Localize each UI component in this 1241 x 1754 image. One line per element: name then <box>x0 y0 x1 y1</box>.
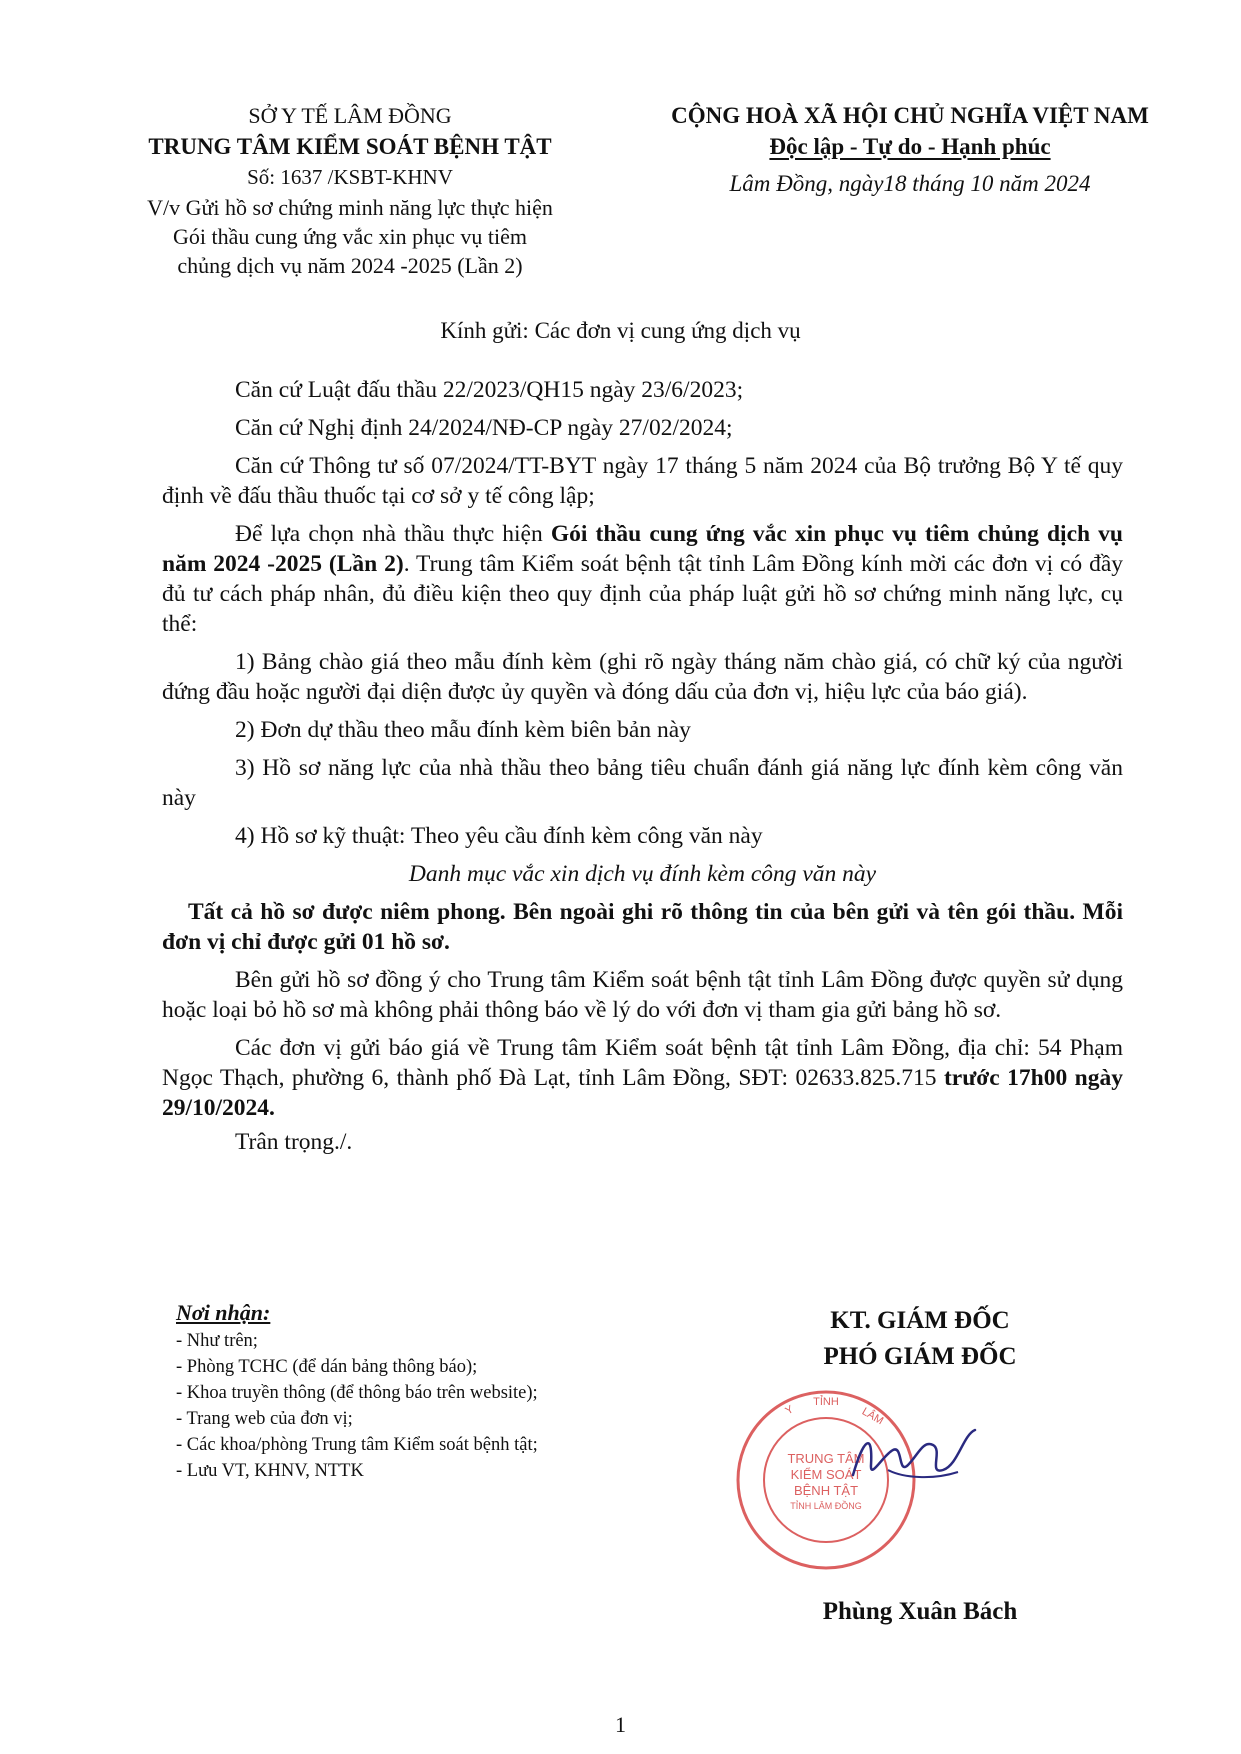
header-left <box>100 100 600 280</box>
recipients <box>176 1300 696 1484</box>
requirement-item-3: 3) Hồ sơ năng lực của nhà thầu theo bảng tiêu chuẩn đánh giá năng lực đính kèm công văn này <box>162 755 1123 811</box>
closing: Trân trọng./. <box>235 1129 353 1155</box>
agency-name: SỞ Y TẾ LÂM ĐỒNG <box>248 103 452 128</box>
page-number: 1 <box>615 1712 626 1737</box>
addressee: Kính gửi: Các đơn vị cung ứng dịch vụ <box>440 318 801 343</box>
national-motto: Độc lập - Tự do - Hạnh phúc <box>769 134 1051 159</box>
stamp-line: BỆNH TẬT <box>793 1483 859 1498</box>
subject-line: V/v Gửi hồ sơ chứng minh năng lực thực hiện <box>147 195 553 220</box>
subject-line: Gói thầu cung ứng vắc xin phục vụ tiêm <box>172 224 528 249</box>
requirement-item-2: 2) Đơn dự thầu theo mẫu đính kèm biên bản này <box>235 717 691 743</box>
svg-text:Y: Y <box>783 1403 796 1418</box>
stamp-line: KIỂM SOÁT <box>790 1467 862 1482</box>
signature-block <box>720 1303 1120 1375</box>
center-name: TRUNG TÂM KIỂM SOÁT BỆNH TẬT <box>148 134 552 159</box>
purpose-rest: . Trung tâm Kiểm soát bệnh tật tỉnh Lâm Đồng kính mời các đơn vị có đầy đủ tư cách pháp nhân, đủ điều kiện theo quy định của pháp luật gửi hồ sơ chứng minh năng lực, cụ thể: <box>162 551 1123 637</box>
document-body <box>162 375 1123 1165</box>
recipient-item: - Trang web của đơn vị; <box>176 1409 353 1429</box>
legal-basis-2: Căn cứ Nghị định 24/2024/NĐ-CP ngày 27/02/2024; <box>235 415 733 441</box>
address-paragraph <box>162 1033 1123 1123</box>
stamp-line: TỈNH LÂM ĐỒNG <box>790 1501 862 1511</box>
subject-line: chủng dịch vụ năm 2024 -2025 (Lần 2) <box>177 253 523 278</box>
recipient-item: - Khoa truyền thông (để thông báo trên website); <box>176 1383 538 1403</box>
recipient-item: - Phòng TCHC (để dán bảng thông báo); <box>176 1357 478 1377</box>
requirement-item-1: 1) Bảng chào giá theo mẫu đính kèm (ghi rõ ngày tháng năm chào giá, có chữ ký của người đứng đầu hoặc người đại diện được ủy quyền và đóng dấu của đơn vị, hiệu lực của báo giá). <box>162 649 1123 705</box>
purpose-paragraph <box>162 519 1123 639</box>
legal-basis-1: Căn cứ Luật đấu thầu 22/2023/QH15 ngày 23/6/2023; <box>235 377 744 403</box>
address-text: Các đơn vị gửi báo giá về Trung tâm Kiểm soát bệnh tật tỉnh Lâm Đồng, địa chỉ: 54 Phạm Ngọc Thạch, phường 6, thành phố Đà Lạt, tỉnh Lâm Đồng, SĐT: 02633.825.715 <box>162 1035 1123 1091</box>
document-subject <box>100 193 600 280</box>
stamp-line: TRUNG TÂM <box>787 1451 865 1466</box>
consent-paragraph: Bên gửi hồ sơ đồng ý cho Trung tâm Kiểm soát bệnh tật tỉnh Lâm Đồng được quyền sử dụng hoặc loại bỏ hồ sơ mà không phải thông báo về lý do với đơn vị tham gia gửi bảng hồ sơ. <box>162 967 1123 1023</box>
issue-date: Lâm Đồng, ngày18 tháng 10 năm 2024 <box>729 171 1091 196</box>
signer-name: Phùng Xuân Bách <box>822 1598 1018 1625</box>
recipients-title: Nơi nhận: <box>176 1300 271 1325</box>
legal-basis-3: Căn cứ Thông tư số 07/2024/TT-BYT ngày 17 tháng 5 năm 2024 của Bộ trưởng Bộ Y tế quy định về đấu thầu thuốc tại cơ sở y tế công lập; <box>162 453 1123 509</box>
requirement-item-4: 4) Hồ sơ kỹ thuật: Theo yêu cầu đính kèm công văn này <box>235 823 763 849</box>
recipient-item: - Các khoa/phòng Trung tâm Kiểm soát bệnh tật; <box>176 1435 538 1455</box>
sealed-note: Tất cả hồ sơ được niêm phong. Bên ngoài ghi rõ thông tin của bên gửi và tên gói thầu. Mỗi đơn vị chỉ được gửi 01 hồ sơ. <box>162 899 1123 955</box>
recipient-item: - Như trên; <box>176 1331 258 1351</box>
svg-text:LÂM: LÂM <box>859 1405 886 1428</box>
header-right <box>630 100 1190 199</box>
handwritten-signature <box>843 1420 983 1490</box>
document-number: Số: 1637 /KSBT-KHNV <box>247 165 453 189</box>
signer-role-2: PHÓ GIÁM ĐỐC <box>823 1343 1017 1370</box>
catalog-note: Danh mục vắc xin dịch vụ đính kèm công văn này <box>408 861 877 887</box>
package-name: Gói thầu cung ứng vắc xin phục vụ tiêm chủng dịch vụ năm 2024 -2025 (Lần 2) <box>162 521 1124 577</box>
signer-role-1: KT. GIÁM ĐỐC <box>830 1307 1010 1334</box>
recipient-item: - Lưu VT, KHNV, NTTK <box>176 1461 364 1481</box>
svg-text:TỈNH: TỈNH <box>813 1396 839 1408</box>
deadline: trước 17h00 ngày 29/10/2024. <box>162 1065 1123 1121</box>
purpose-intro: Để lựa chọn nhà thầu thực hiện <box>235 521 551 547</box>
national-title: CỘNG HOÀ XÃ HỘI CHỦ NGHĨA VIỆT NAM <box>671 103 1149 128</box>
